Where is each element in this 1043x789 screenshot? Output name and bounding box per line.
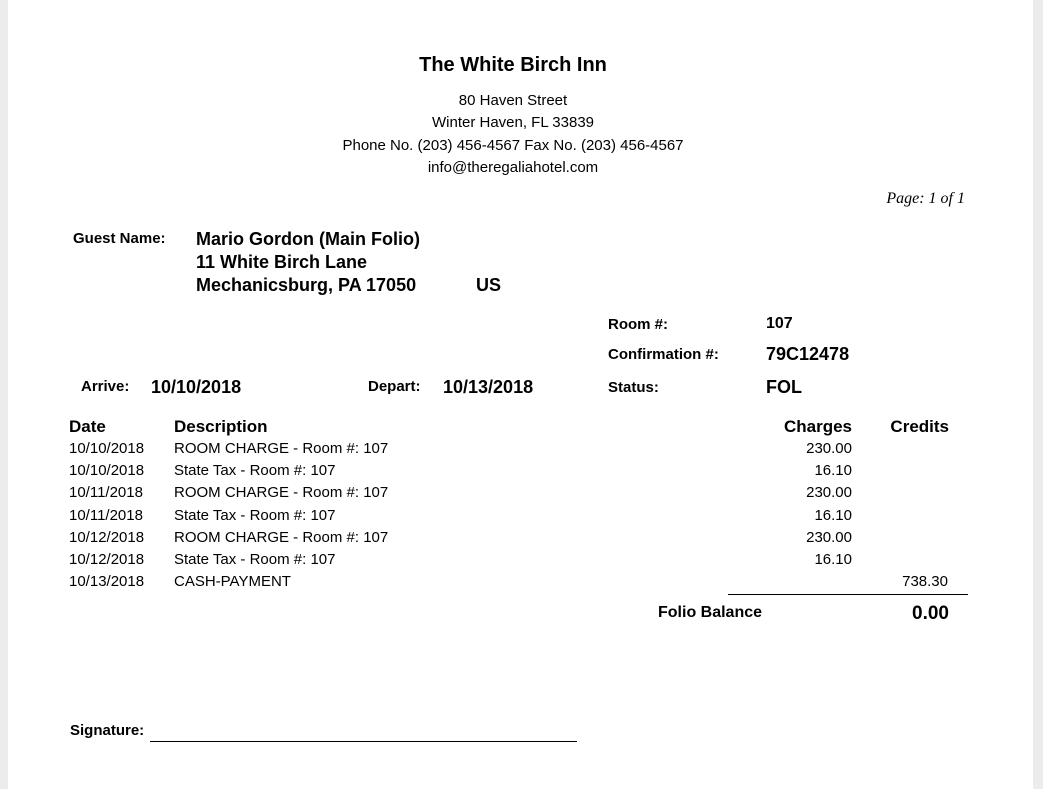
page-indicator: Page: 1 of 1 bbox=[886, 190, 965, 207]
total-divider bbox=[728, 594, 968, 595]
guest-name: Mario Gordon (Main Folio) bbox=[196, 229, 420, 249]
arrive-label: Arrive: bbox=[81, 378, 130, 395]
hotel-name: The White Birch Inn bbox=[419, 54, 607, 76]
row-charges: 16.10 bbox=[814, 507, 852, 524]
row-date: 10/10/2018 bbox=[69, 462, 145, 479]
folio-page bbox=[8, 0, 1033, 789]
col-header-charges: Charges bbox=[783, 417, 852, 436]
signature-label: Signature: bbox=[70, 722, 145, 739]
row-description: State Tax - Room #: 107 bbox=[174, 551, 336, 568]
confirmation-label: Confirmation #: bbox=[608, 346, 719, 363]
guest-country: US bbox=[476, 275, 502, 295]
row-description: ROOM CHARGE - Room #: 107 bbox=[174, 484, 389, 501]
guest-street: 11 White Birch Lane bbox=[196, 252, 368, 272]
row-date: 10/10/2018 bbox=[69, 440, 145, 457]
col-header-credits: Credits bbox=[890, 417, 949, 436]
hotel-email: info@theregaliahotel.com bbox=[427, 159, 599, 176]
hotel-address-line1: 80 Haven Street bbox=[458, 92, 568, 109]
row-description: ROOM CHARGE - Room #: 107 bbox=[174, 440, 389, 457]
confirmation-value: 79C12478 bbox=[766, 344, 850, 364]
depart-label: Depart: bbox=[368, 378, 421, 395]
depart-value: 10/13/2018 bbox=[443, 377, 534, 397]
col-header-description: Description bbox=[174, 417, 268, 436]
folio-balance-label: Folio Balance bbox=[658, 604, 763, 621]
hotel-phone-fax: Phone No. (203) 456-4567 Fax No. (203) 456-4567 bbox=[342, 137, 684, 154]
row-date: 10/12/2018 bbox=[69, 529, 145, 546]
row-description: State Tax - Room #: 107 bbox=[174, 507, 336, 524]
row-charges: 16.10 bbox=[814, 551, 852, 568]
row-description: CASH-PAYMENT bbox=[174, 573, 291, 590]
row-description: State Tax - Room #: 107 bbox=[174, 462, 336, 479]
folio-balance-value: 0.00 bbox=[912, 603, 949, 624]
row-charges: 230.00 bbox=[806, 529, 852, 546]
status-value: FOL bbox=[766, 377, 802, 397]
guest-city-state-zip: Mechanicsburg, PA 17050 bbox=[196, 275, 417, 295]
row-date: 10/11/2018 bbox=[69, 507, 143, 524]
status-label: Status: bbox=[608, 379, 659, 396]
signature-line bbox=[150, 741, 577, 742]
hotel-address-line2: Winter Haven, FL 33839 bbox=[431, 114, 595, 131]
row-charges: 230.00 bbox=[806, 440, 852, 457]
row-date: 10/13/2018 bbox=[69, 573, 145, 590]
room-value: 107 bbox=[766, 315, 793, 332]
room-label: Room #: bbox=[608, 316, 668, 333]
row-date: 10/11/2018 bbox=[69, 484, 143, 501]
row-credits: 738.30 bbox=[902, 573, 948, 590]
guest-name-label: Guest Name: bbox=[73, 230, 166, 247]
arrive-value: 10/10/2018 bbox=[151, 377, 242, 397]
row-description: ROOM CHARGE - Room #: 107 bbox=[174, 529, 389, 546]
row-charges: 230.00 bbox=[806, 484, 852, 501]
col-header-date: Date bbox=[69, 417, 106, 436]
row-date: 10/12/2018 bbox=[69, 551, 145, 568]
row-charges: 16.10 bbox=[814, 462, 852, 479]
